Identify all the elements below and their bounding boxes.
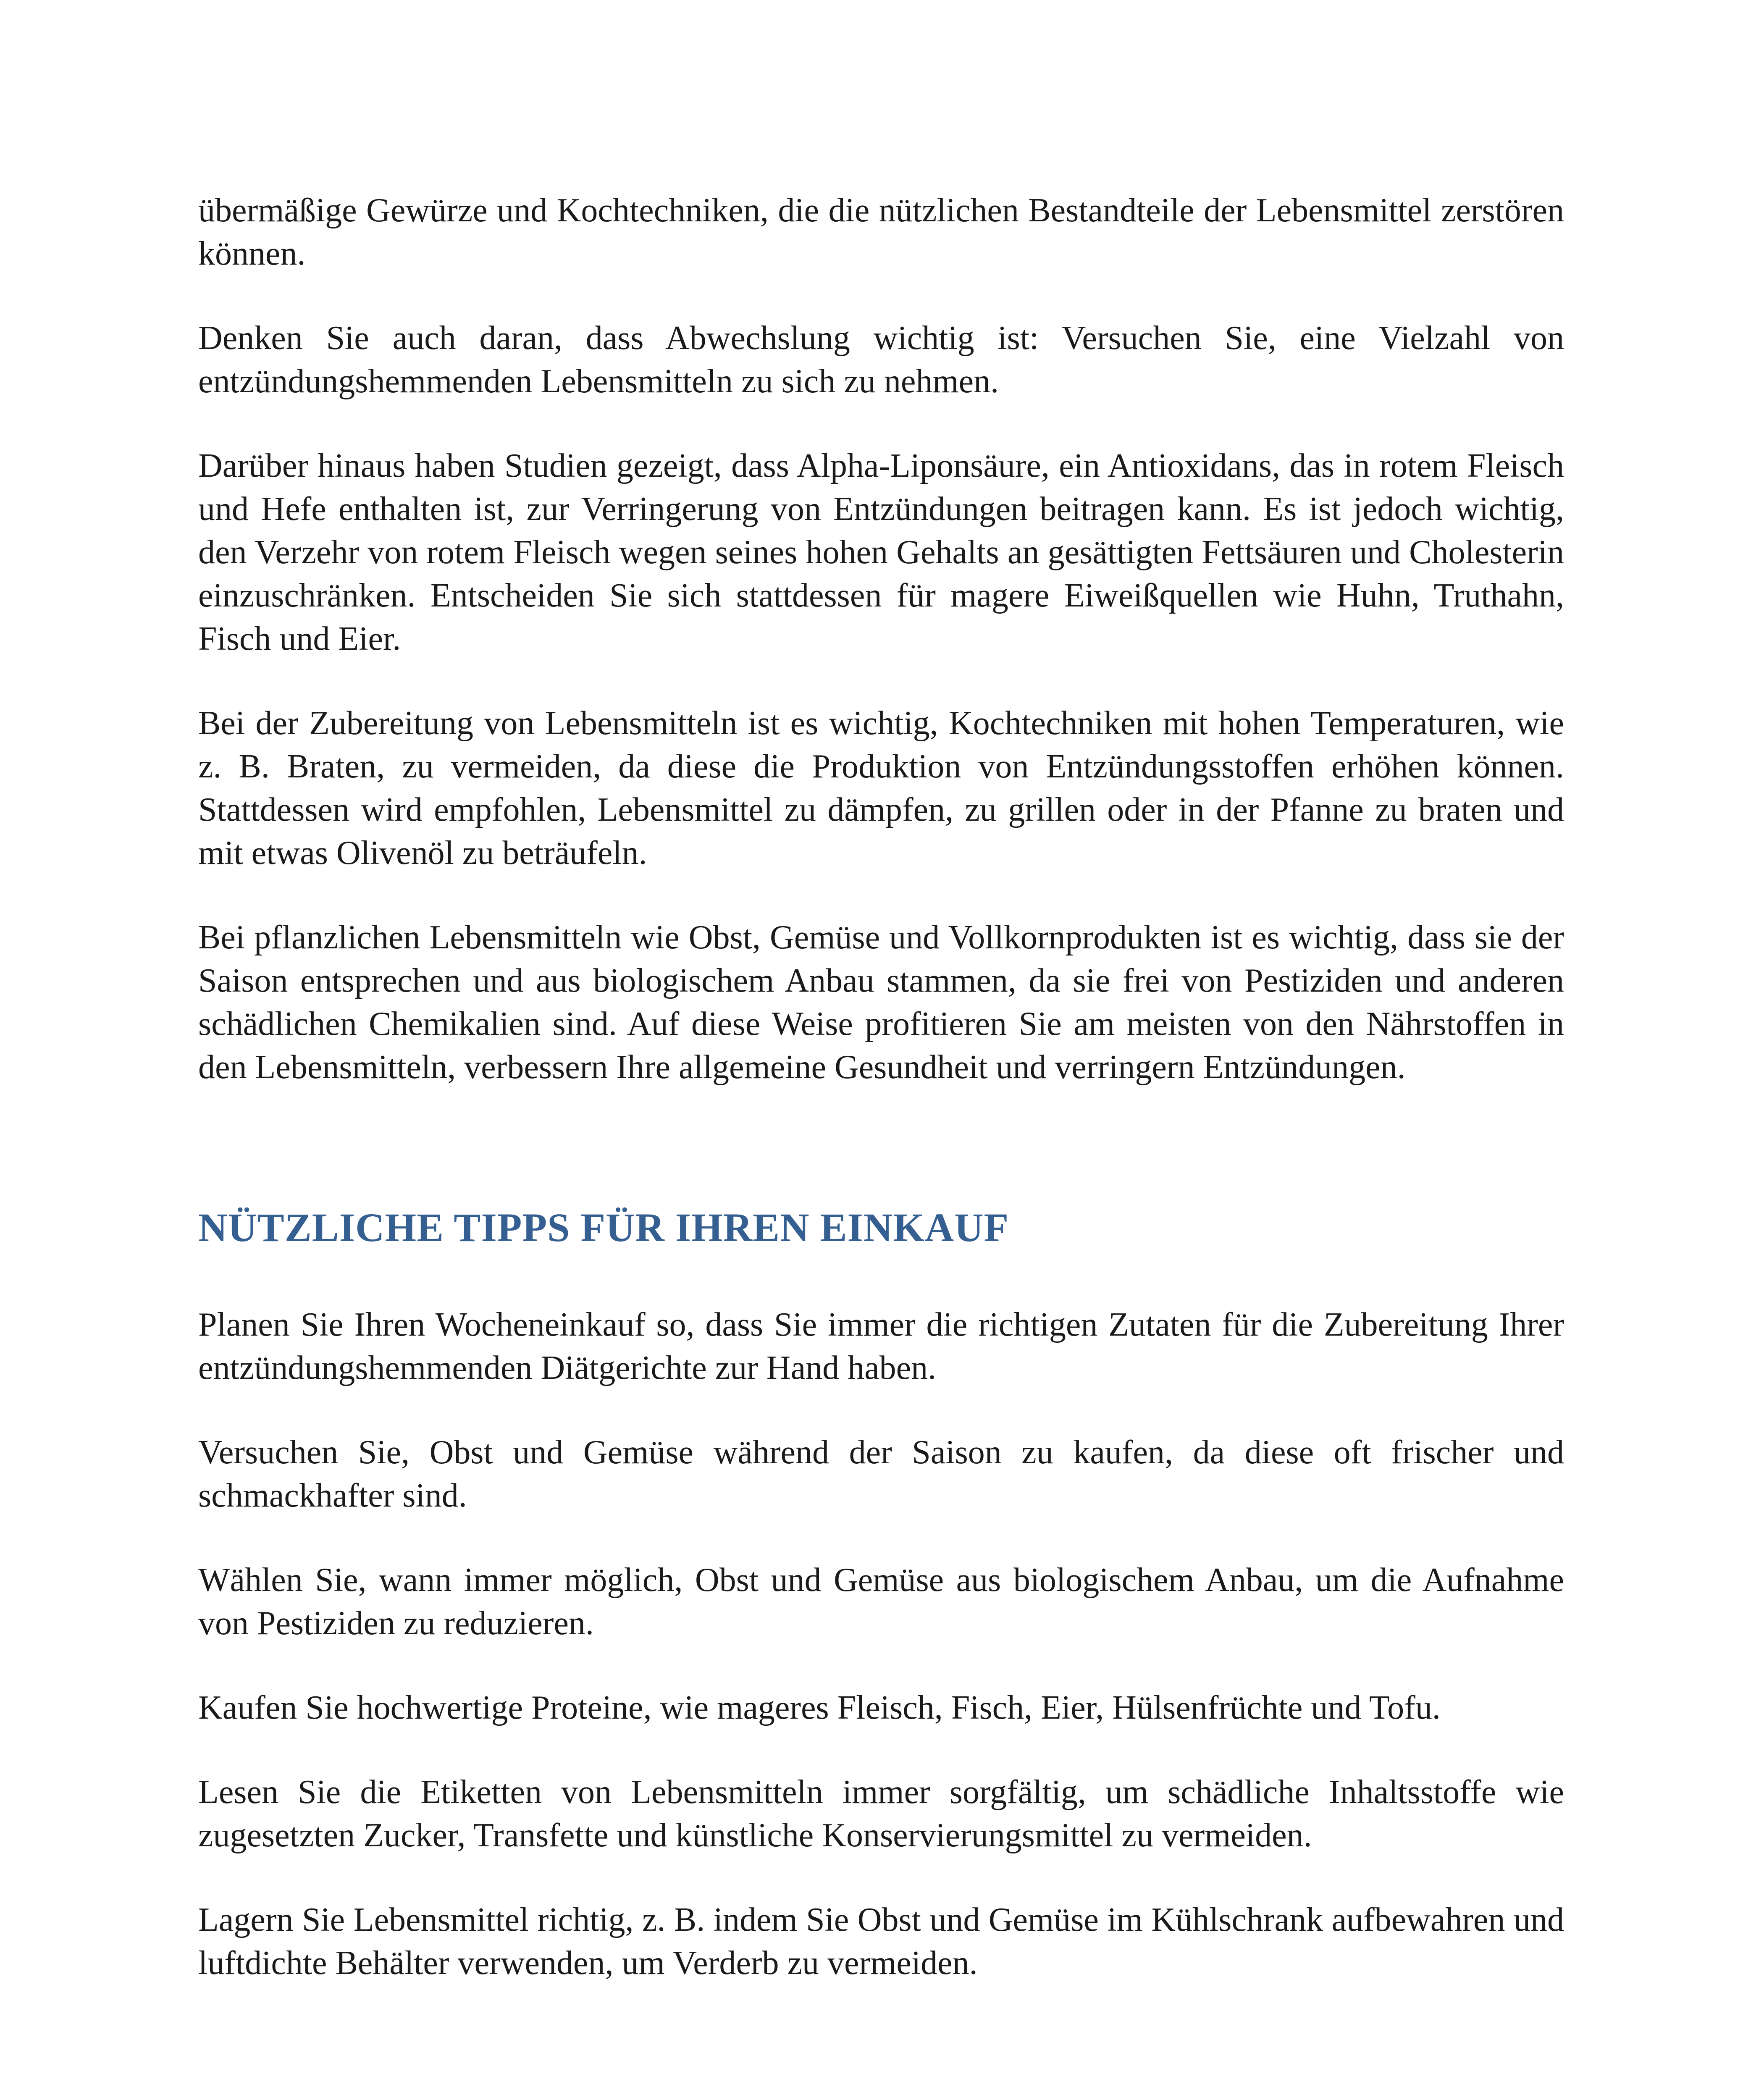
tip-paragraph: Planen Sie Ihren Wocheneinkauf so, dass Sie immer die richtigen Zutaten für die Zubereitung Ihrer entzündungshemmenden Diätgerichte zur Hand haben. <box>198 1306 1564 1386</box>
tip-paragraph: Lagern Sie Lebensmittel richtig, z. B. indem Sie Obst und Gemüse im Kühlschrank aufbewahren und luftdichte Behälter verwenden, um Verderb zu vermeiden. <box>198 1901 1564 1982</box>
tip-paragraph: Versuchen Sie, Obst und Gemüse während der Saison zu kaufen, da diese oft frischer und schmackhafter sind. <box>198 1434 1564 1514</box>
body-paragraph: Darüber hinaus haben Studien gezeigt, dass Alpha-Liponsäure, ein Antioxidans, das in rotem Fleisch und Hefe enthalten ist, zur Verringerung von Entzündungen beitragen kann. Es ist jedoch wichtig, den Verzehr von rotem Fleisch wegen seines hohen Gehalts an gesättigten Fettsäuren und Cholesterin einzuschränken. Entscheiden Sie sich stattdessen für magere Eiweißquellen wie Huhn, Truthahn, Fisch und Eier. <box>198 447 1564 657</box>
body-paragraph: übermäßige Gewürze und Kochtechniken, die die nützlichen Bestandteile der Lebensmittel zerstören können. <box>198 192 1564 272</box>
tip-paragraph: Kaufen Sie hochwertige Proteine, wie mageres Fleisch, Fisch, Eier, Hülsenfrüchte und Tofu. <box>198 1689 1441 1726</box>
body-paragraph: Denken Sie auch daran, dass Abwechslung wichtig ist: Versuchen Sie, eine Vielzahl von entzündungshemmenden Lebensmitteln zu sich zu nehmen. <box>198 320 1564 400</box>
page-content <box>198 189 1564 2026</box>
section-heading: NÜTZLICHE TIPPS FÜR IHREN EINKAUF <box>198 1205 1009 1250</box>
tip-paragraph: Wählen Sie, wann immer möglich, Obst und Gemüse aus biologischem Anbau, um die Aufnahme von Pestiziden zu reduzieren. <box>198 1562 1564 1642</box>
tip-paragraph: Lesen Sie die Etiketten von Lebensmitteln immer sorgfältig, um schädliche Inhaltsstoffe wie zugesetzten Zucker, Transfette und künstliche Konservierungsmittel zu vermeiden. <box>198 1774 1564 1854</box>
body-paragraph: Bei der Zubereitung von Lebensmitteln ist es wichtig, Kochtechniken mit hohen Temperaturen, wie z. B. Braten, zu vermeiden, da diese die Produktion von Entzündungsstoffen erhöhen können. Stattdessen wird empfohlen, Lebensmittel zu dämpfen, zu grillen oder in der Pfanne zu braten und mit etwas Olivenöl zu beträufeln. <box>198 705 1564 872</box>
body-paragraph: Bei pflanzlichen Lebensmitteln wie Obst, Gemüse und Vollkornprodukten ist es wichtig, dass sie der Saison entsprechen und aus biologischem Anbau stammen, da sie frei von Pestiziden und anderen schädlichen Chemikalien sind. Auf diese Weise profitieren Sie am meisten von den Nährstoffen in den Lebensmitteln, verbessern Ihre allgemeine Gesundheit und verringern Entzündungen. <box>198 919 1564 1086</box>
